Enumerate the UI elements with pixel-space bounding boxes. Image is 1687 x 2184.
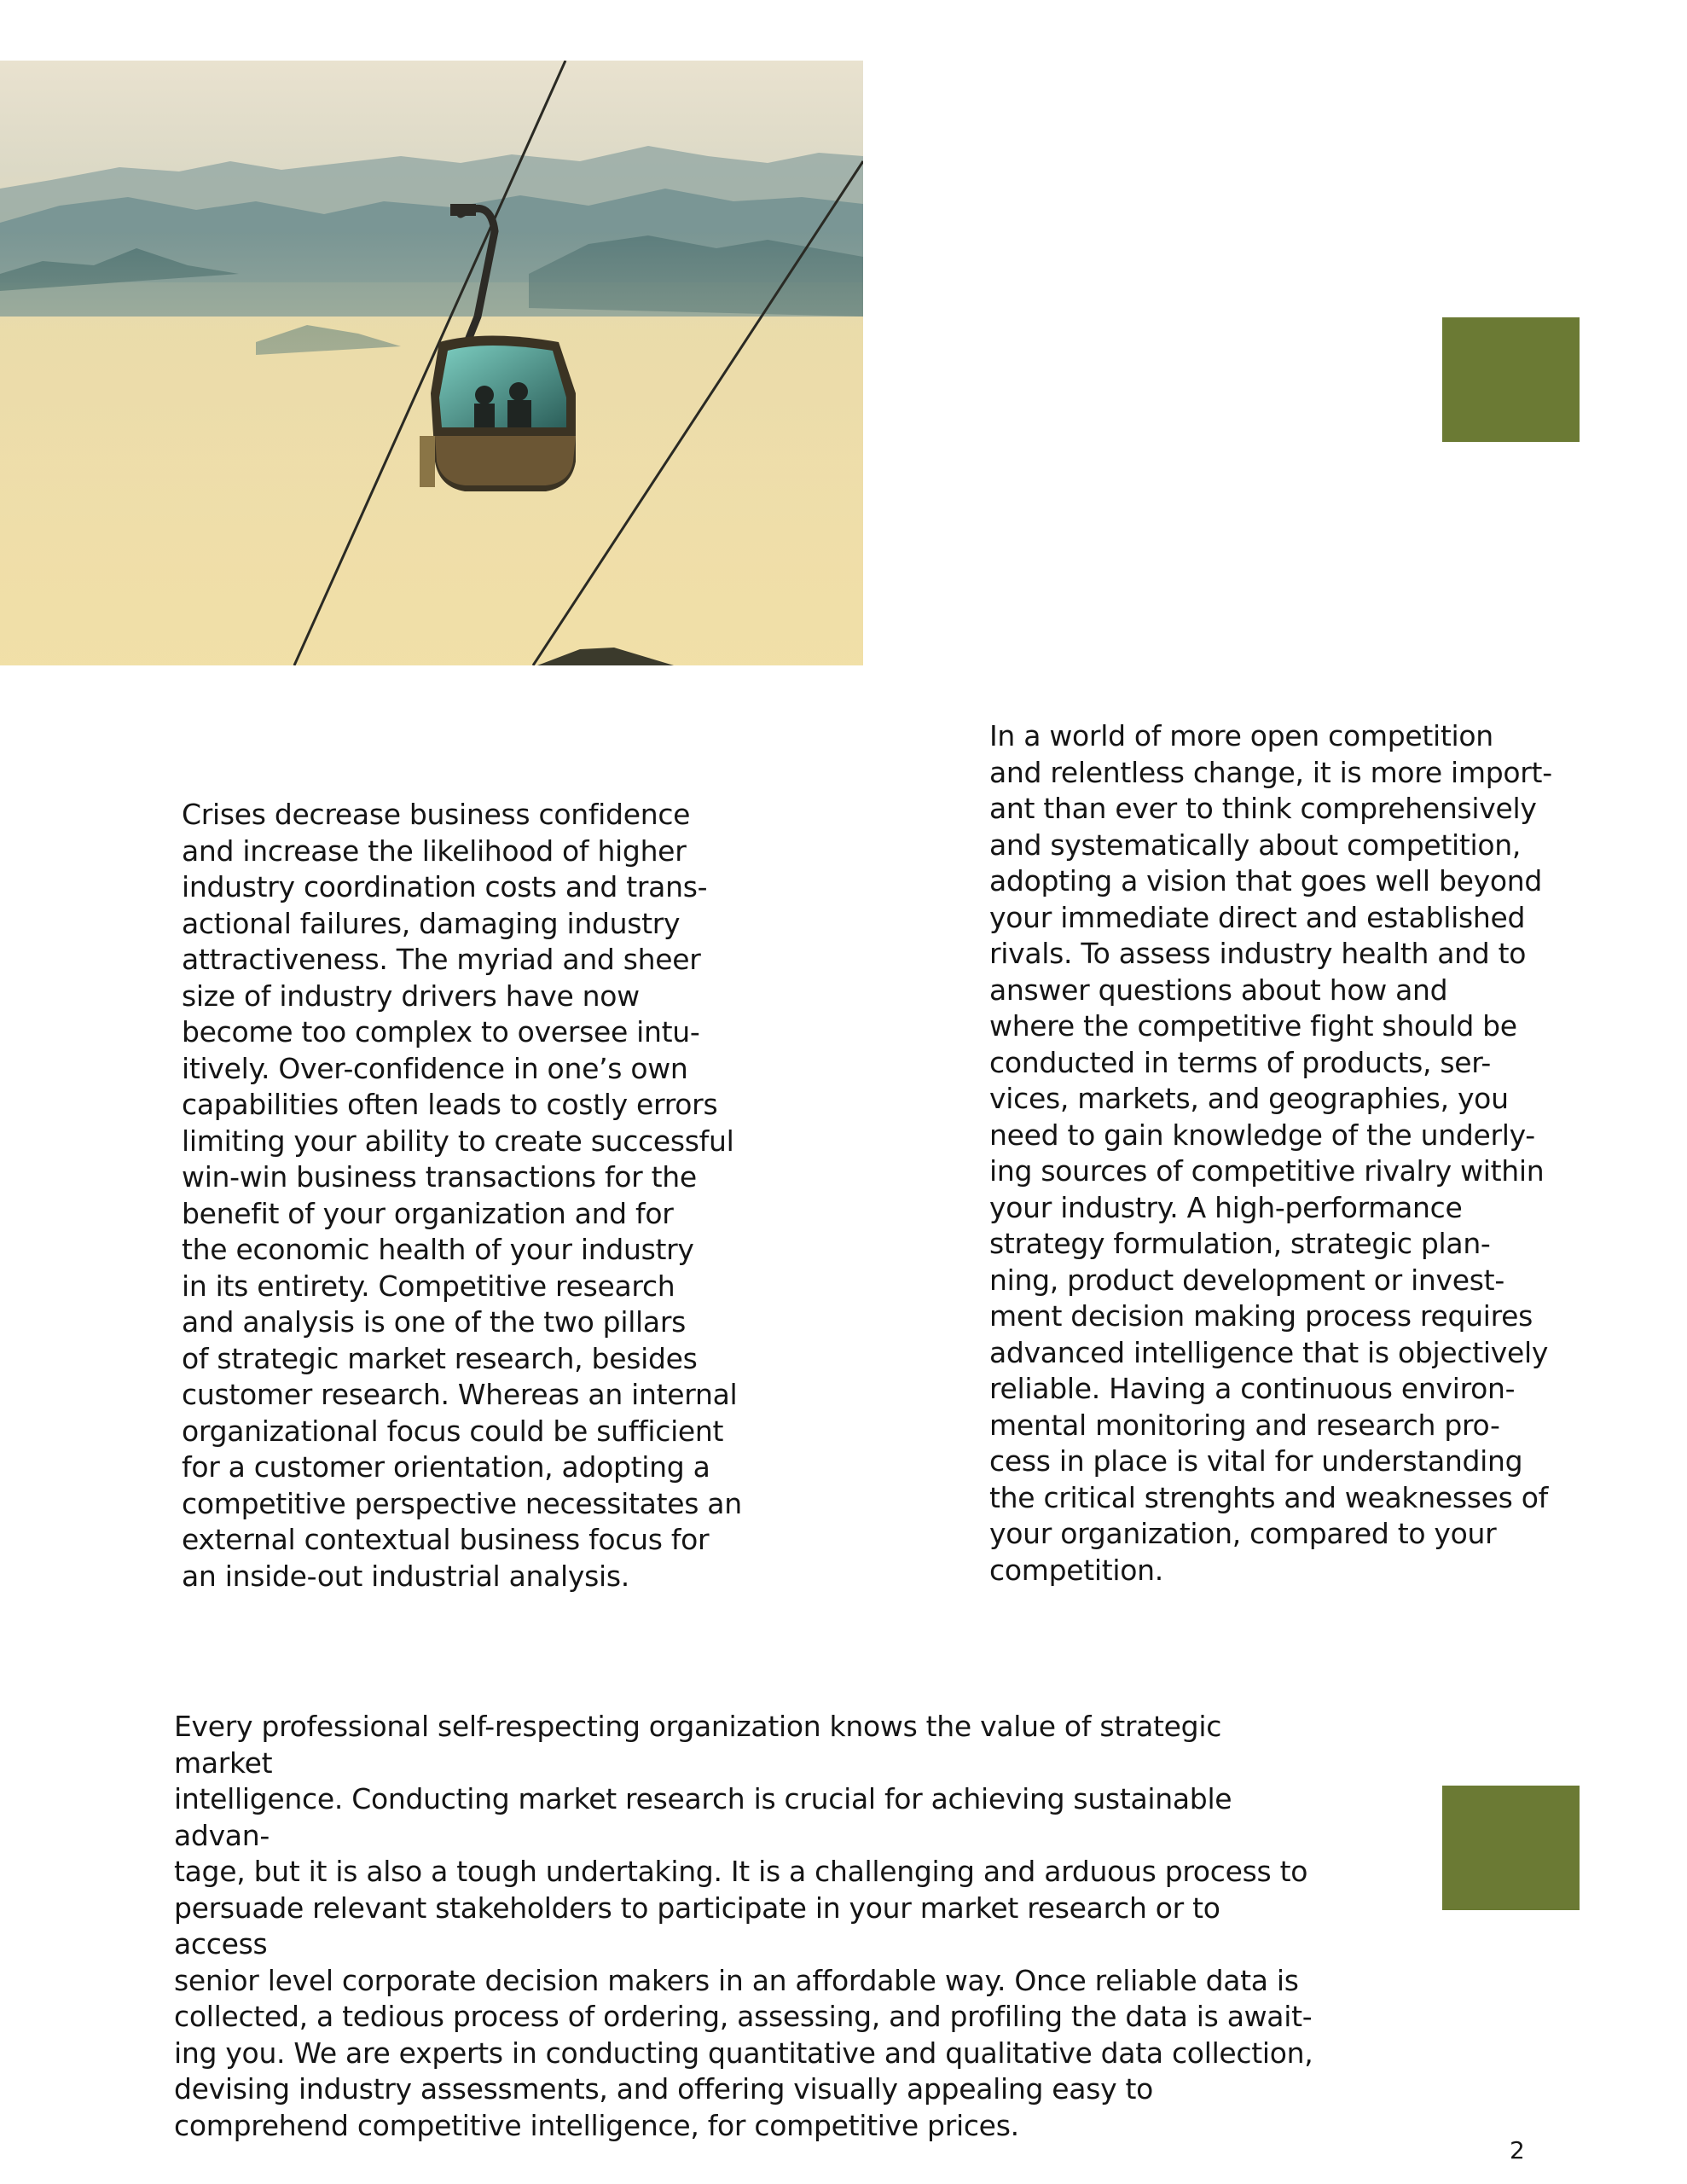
- accent-square-top: [1442, 317, 1580, 442]
- right-column-text: In a world of more open competition and relentless change, it is more import- ant than ever to think comprehensively and systematically about competition, adopting a vision that goes well beyond your immediate direct and established rivals. To assess industry health and to answer questions about how and where the competitive fight should be conducted in terms of products, ser- vices, markets, and geographies, you need to gain knowledge of the underly- ing sources of competitive rivalry within your industry. A high-performance strategy formulation, strategic plan- ning, product development or invest- ment decision making process requires advanced intelligence that is objectively reliable. Having a continuous environ- mental monitoring and research pro- cess in place is vital for understanding the critical strenghts and weaknesses of your organization, compared to your competition.: [989, 719, 1552, 1587]
- page-number: 2: [1510, 2136, 1525, 2164]
- left-column-text: Crises decrease business confidence and increase the likelihood of higher industry coordination costs and trans- actional failures, damaging industry attractiveness. The myriad and sheer size of industry drivers have now become too complex to oversee intu- itively. Over-confidence in one’s own capabilities often leads to costly errors limiting your ability to create successful win-win business transactions for the benefit of your organization and for the economic health of your industry in its entirety. Competitive research and analysis is one of the two pillars of strategic market research, besides customer research. Whereas an internal organizational focus could be sufficient for a customer orientation, adopting a competitive perspective necessitates an external contextual business focus for an inside-out industrial analysis.: [182, 798, 742, 1593]
- hero-photo: [0, 61, 863, 665]
- bottom-paragraph: Every professional self-respecting organization knows the value of strategic market intelligence. Conducting market research is crucial for achieving sustainable advan- tage, but it is also a tough undertaking. It is a challenging and arduous process to persuade relevant stakeholders to participate in your market research or to access senior level corporate decision makers in an affordable way. Once reliable data is collected, a tedious process of ordering, assessing, and profiling the data is await- ing you. We are experts in conducting quantitative and qualitative data collection, devising industry assessments, and offering visually appealing easy to comprehend competitive intelligence, for competitive prices.: [174, 1710, 1313, 2142]
- accent-square-bottom: [1442, 1786, 1580, 1910]
- gondola-photo-icon: [0, 61, 863, 665]
